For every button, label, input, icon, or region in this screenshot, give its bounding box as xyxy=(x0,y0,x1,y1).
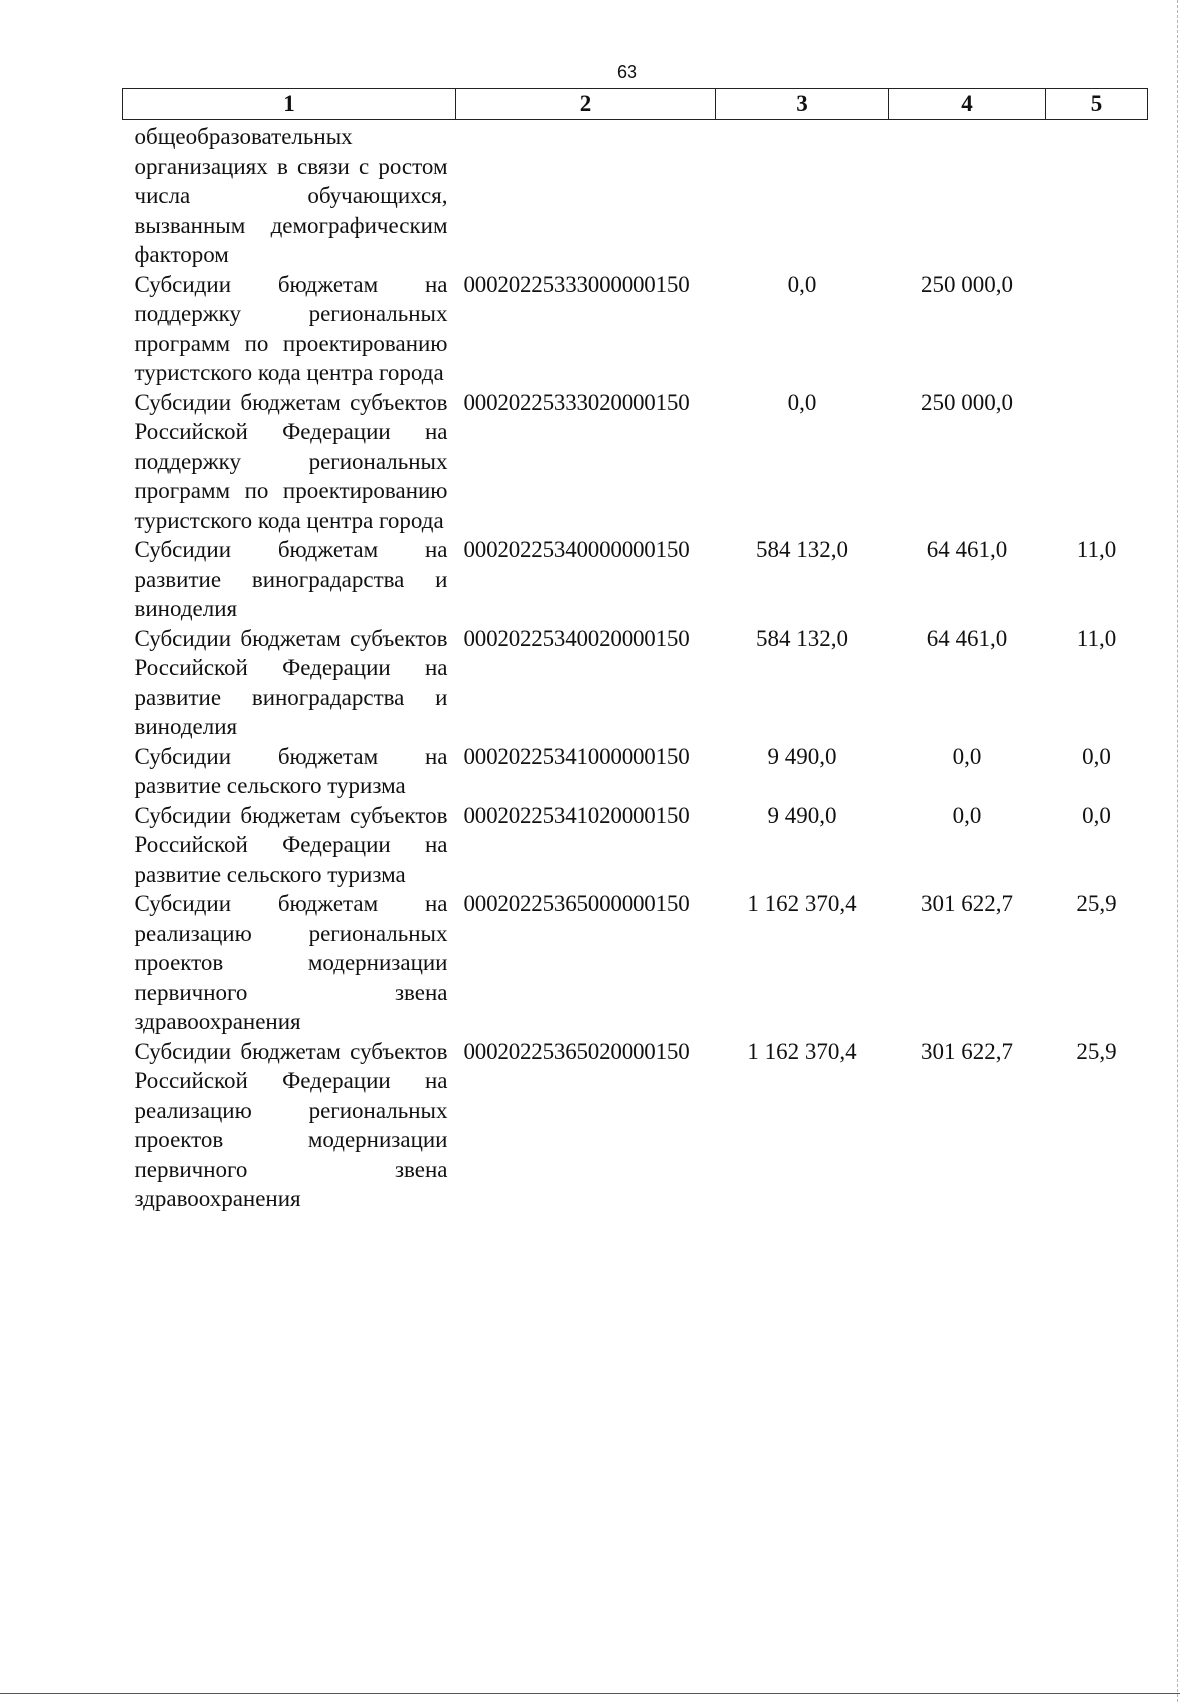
budget-table xyxy=(122,88,1148,1214)
table-row xyxy=(123,120,1148,270)
row-code: 00020225365020000150 xyxy=(463,1038,690,1064)
table-row xyxy=(123,624,1148,742)
row-code xyxy=(456,120,716,270)
row-name: Субсидии бюджетам на поддержку региональных программ по проектированию туристского кода центра города xyxy=(134,271,448,385)
row-col4: 301 622,7 xyxy=(921,891,1013,916)
row-col4: 64 461,0 xyxy=(926,537,1008,562)
header-col-3: 3 xyxy=(716,89,889,120)
scan-edge-line xyxy=(1176,0,1178,1702)
header-row xyxy=(123,89,1148,120)
header-col-5: 5 xyxy=(1046,89,1148,120)
row-col4: 301 622,7 xyxy=(921,1038,1013,1064)
header-col-2: 2 xyxy=(456,89,716,120)
row-col5: 11,0 xyxy=(1076,625,1117,651)
row-col4: 0,0 xyxy=(952,743,982,769)
row-name: Субсидии бюджетам на развитие сельского туризма xyxy=(134,743,448,798)
row-name: Субсидии бюджетам субъектов Российской Федерации на развитие сельского туризма xyxy=(134,802,448,887)
row-code: 00020225365000000150 xyxy=(463,891,690,916)
header-col-4: 4 xyxy=(889,89,1046,120)
row-code: 00020225340000000150 xyxy=(463,537,690,562)
row-col3: 1 162 370,4 xyxy=(747,1038,857,1064)
row-col5 xyxy=(1046,120,1148,270)
table-row xyxy=(123,388,1148,536)
row-col4: 250 000,0 xyxy=(921,389,1013,415)
row-col5 xyxy=(1046,270,1148,388)
row-col3: 1 162 370,4 xyxy=(747,891,857,916)
row-code: 00020225341020000150 xyxy=(463,802,690,828)
row-col4: 0,0 xyxy=(952,802,982,828)
row-code: 00020225341000000150 xyxy=(463,743,690,769)
row-col3: 584 132,0 xyxy=(756,537,848,562)
budget-table-container xyxy=(122,88,1147,1214)
scan-bottom-line xyxy=(0,1693,1180,1694)
table-row xyxy=(123,889,1148,1037)
row-col5: 0,0 xyxy=(1082,802,1111,828)
header-col-1: 1 xyxy=(123,89,456,120)
table-row xyxy=(123,535,1148,624)
row-col4: 64 461,0 xyxy=(926,625,1008,651)
table-row xyxy=(123,801,1148,890)
row-col3: 0,0 xyxy=(787,389,817,415)
row-name: общеобразовательных организациях в связи с ростом числа обучающихся, вызванным демографическим фактором xyxy=(134,124,448,267)
row-code: 00020225333000000150 xyxy=(463,271,690,297)
row-col3: 9 490,0 xyxy=(767,743,837,769)
row-name: Субсидии бюджетам на реализацию региональных проектов модернизации первичного звена здравоохранения xyxy=(134,891,448,1034)
row-col5: 25,9 xyxy=(1076,891,1117,916)
row-col5: 0,0 xyxy=(1082,743,1111,769)
row-name: Субсидии бюджетам субъектов Российской Федерации на поддержку региональных программ по проектированию туристского кода центра города xyxy=(134,389,448,533)
row-col5: 25,9 xyxy=(1076,1038,1117,1064)
row-col3: 9 490,0 xyxy=(767,802,837,828)
row-name: Субсидии бюджетам субъектов Российской Федерации на реализацию региональных проектов модернизации первичного звена здравоохранения xyxy=(134,1038,448,1211)
row-col4 xyxy=(889,120,1046,270)
row-col3 xyxy=(716,120,889,270)
page-number: 63 xyxy=(617,62,638,82)
table-row xyxy=(123,1037,1148,1214)
table-row xyxy=(123,270,1148,388)
row-name: Субсидии бюджетам субъектов Российской Федерации на развитие виноградарства и виноделия xyxy=(134,625,448,739)
row-col5 xyxy=(1046,388,1148,536)
row-col3: 584 132,0 xyxy=(756,625,848,651)
row-col4: 250 000,0 xyxy=(921,271,1013,297)
table-row xyxy=(123,742,1148,801)
row-name: Субсидии бюджетам на развитие виноградарства и виноделия xyxy=(134,537,448,621)
row-code: 00020225333020000150 xyxy=(463,389,690,415)
row-col5: 11,0 xyxy=(1076,537,1117,562)
row-code: 00020225340020000150 xyxy=(463,625,690,651)
row-col3: 0,0 xyxy=(787,271,817,297)
